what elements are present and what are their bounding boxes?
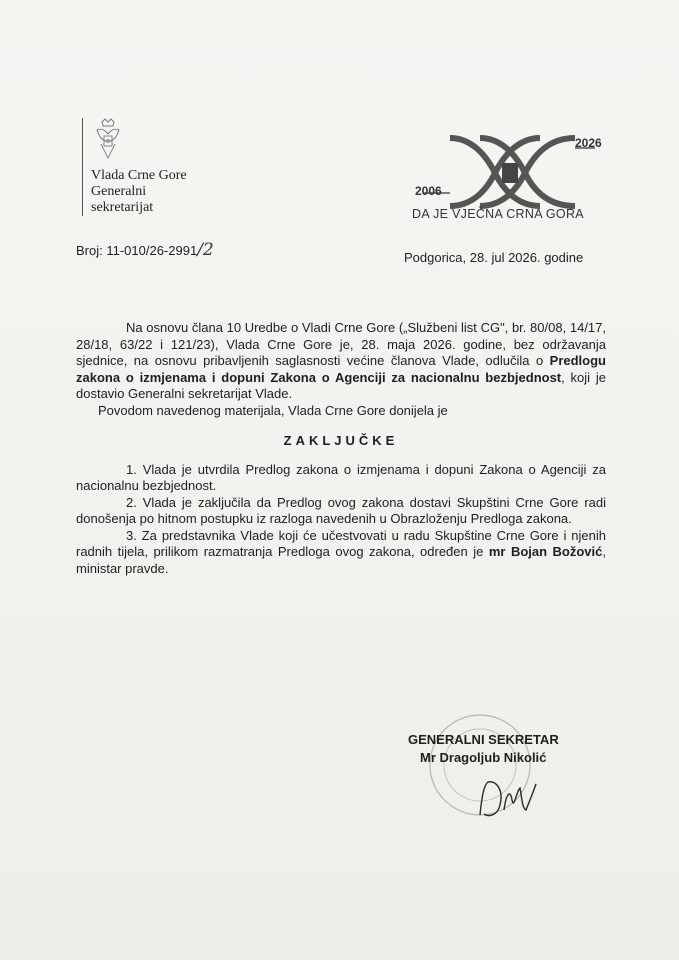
intro-text-bold: Predlogu zakona o izmjenama i dopuni Zakona o Agenciji za nacionalnu bezbjednost [76,353,606,385]
org-line-3: sekretarijat [91,200,154,215]
conclusion-item-1: 1. Vlada je utvrdila Predlog zakona o izmjenama i dopuni Zakona o Agenciji za nacionalnu bezbjednost. [76,461,606,493]
document-number [76,240,214,260]
conclusions-title: ZAKLJUČKE [283,433,399,448]
item3-text-b: , ministar pravde. [76,544,607,576]
signatory-title: GENERALNI SEKRETAR [408,732,559,747]
item3-text-bold: mr Bojan Božović [488,544,603,559]
intro-text-b: , koji je dostavio Generalni sekretarijat Vlade. [76,369,606,401]
header-divider [82,118,83,216]
paragraph-intro [76,320,606,403]
signatory-name: Mr Dragoljub Nikolić [420,750,547,765]
organization-name [91,168,187,216]
intro-text-a: Na osnovu člana 10 Uredbe o Vladi Crne Gore („Službeni list CG", br. 80/08, 14/17, 28/18, 63/22 i 121/23), Vlada Crne Gore je, 28. maja 2026. godine, bez održavanja sjednice, na osnovu pribavljenih saglasnosti većine članova Vlade, odlučila o [76,320,606,368]
document-number-handwritten: /2 [197,240,214,260]
handwritten-signature-icon [470,770,550,830]
paragraph-decision: Povodom navedenog materijala, Vlada Crne Gore donijela je [98,402,448,418]
conclusion-item-3 [76,528,606,578]
coat-of-arms-icon [93,118,123,162]
item3-text-a: 3. Za predstavnika Vlade koji će učestvovati u radu Skupštine Crne Gore i njenih radnih tijela, prilikom razmatranja Predloga ovog zakona, određen je [76,527,606,559]
logo-year-2006: 2006 [415,184,442,198]
org-line-1: Vlada Crne Gore [91,168,187,183]
logo-year-2026: 2026 [575,136,602,150]
place-and-date: Podgorica, 28. jul 2026. godine [404,250,584,265]
document-number-label: Broj: 11-010/26-2991 [76,243,198,258]
logo-slogan: DA JE VJEČNA CRNA GORA [412,207,584,221]
org-line-2: Generalni [91,184,147,199]
conclusion-item-2: 2. Vlada je zaključila da Predlog ovog zakona dostavi Skupštini Crne Gore radi donošenja po hitnom postupku iz razloga navedenih u Obrazloženju Predloga zakona. [76,494,606,526]
document-body [76,320,606,577]
